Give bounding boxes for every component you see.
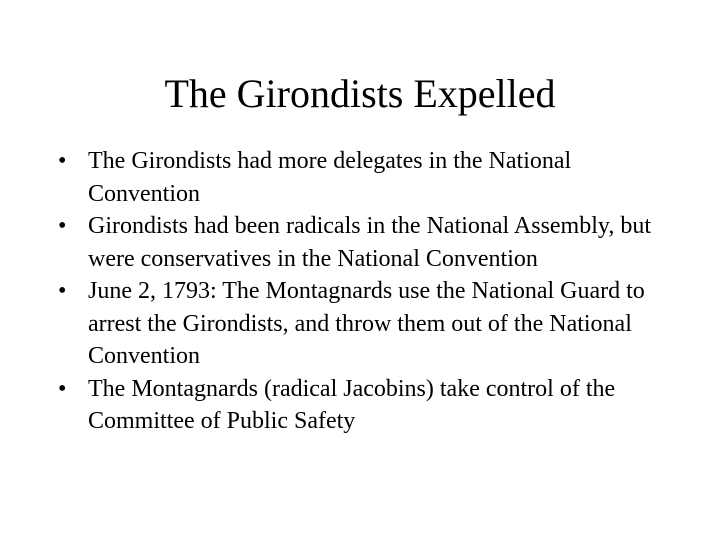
bullet-marker: • [58,375,67,402]
bullet-text: The Montagnards (radical Jacobins) take control of the Committee of Public Safety [88,375,616,434]
bullet-text: Girondists had been radicals in the National Assembly, but were conservatives in the National Convention [88,213,652,272]
bullet-item [58,373,678,438]
bullet-text: June 2, 1793: The Montagnards use the National Guard to arrest the Girondists, and throw them out of the National Convention [88,278,645,369]
bullet-item [58,275,678,373]
bullet-item [58,210,678,275]
slide-title: The Girondists Expelled [164,71,556,116]
bullet-marker: • [58,278,67,304]
bullet-marker: • [58,148,67,174]
bullet-text: The Girondists had more delegates in the National Convention [88,148,572,207]
bullet-list [58,145,678,438]
bullet-item [58,145,678,210]
bullet-marker: • [58,213,67,239]
